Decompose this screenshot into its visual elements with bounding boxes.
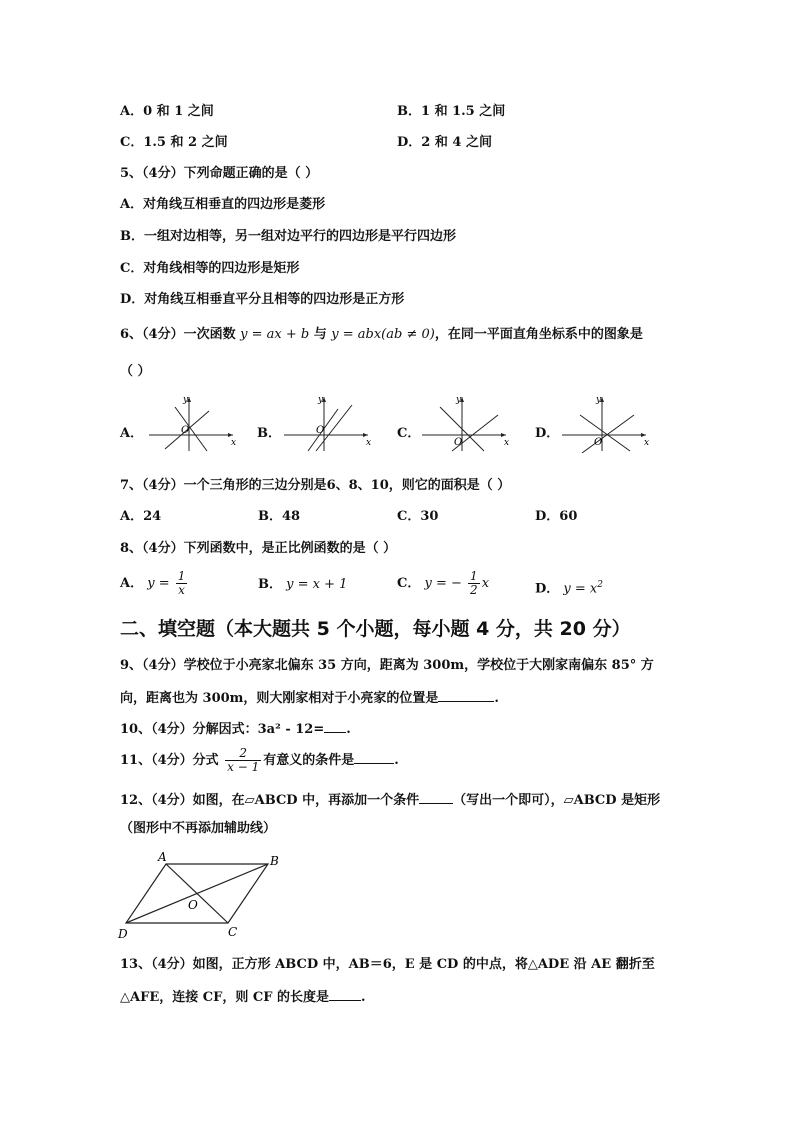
q6-b-x-label: x: [366, 438, 372, 448]
q6-c-y-label: y: [456, 395, 462, 405]
q8-option-a: A． y = $\frac{1}{x}$: [120, 569, 186, 597]
q6-option-d-label: D．: [535, 426, 560, 441]
q12-answer-blank[interactable]: [419, 790, 453, 804]
q12-line-1: 12、（4分）如图，在▱ABCD 中，再添加一个条件 （写出一个即可），▱ABCD 是矩形: [120, 790, 660, 810]
q12-label-b: B: [270, 854, 279, 868]
q8-option-d: D． $y = x^2$: [535, 580, 603, 597]
q12-parallelogram-figure: [116, 848, 286, 943]
q11-line: 11、（4分）分式 $\frac{2}{x - 1}$ 有意义的条件是 .: [120, 746, 399, 774]
q6-option-a-label: A．: [120, 426, 144, 441]
q6-graph-c: [418, 393, 518, 453]
q10-answer-blank[interactable]: [324, 719, 346, 733]
q10-line: 10、（4分）分解因式：3a² - 12= .: [120, 719, 351, 739]
q6-option-c-label: C．: [397, 426, 421, 441]
q12-label-o: O: [188, 898, 198, 912]
q5-option-d: D．对角线互相垂直平分且相等的四边形是正方形: [120, 292, 405, 307]
q6-c-x-label: x: [504, 438, 510, 448]
q6-graph-b: [280, 393, 380, 453]
q6-formula-1: y = ax + b: [240, 327, 310, 342]
q6-d-y-label: y: [596, 395, 602, 405]
q8-stem: 8、（4分）下列函数中，是正比例函数的是（ ）: [120, 541, 397, 556]
q8-option-b: B． y = x + 1: [258, 577, 348, 592]
q5-option-c: C．对角线相等的四边形是矩形: [120, 261, 300, 276]
q6-a-x-label: x: [231, 438, 237, 448]
q4-option-a: A．0 和 1 之间: [120, 104, 214, 119]
q7-stem: 7、（4分）一个三角形的三边分别是6、8、10，则它的面积是（ ）: [120, 478, 511, 493]
section-heading: 二、填空题（本大题共 5 个小题，每小题 4 分，共 20 分）: [120, 618, 631, 640]
q6-a-origin-label: O: [181, 425, 190, 436]
q9-line-1: 9、（4分）学校位于小亮家北偏东 35 方向，距离为 300m，学校位于大刚家南偏东 85° 方: [120, 658, 654, 673]
q6-formula-2: y = abx(ab ≠ 0): [331, 327, 435, 342]
q12-label-c: C: [228, 925, 238, 939]
q4-option-b: B．1 和 1.5 之间: [397, 104, 506, 119]
q6-c-origin-label: O: [454, 437, 463, 448]
q6-stem: 6、（4分）一次函数 y = ax + b 与 y = abx(ab ≠ 0)，在同一平面直角坐标系中的图象是: [120, 327, 643, 342]
q13-answer-blank[interactable]: [329, 987, 361, 1001]
q4-option-d: D．2 和 4 之间: [397, 135, 492, 150]
q7-option-b: B．48: [258, 509, 301, 524]
q5-stem: 5、（4分）下列命题正确的是（ ）: [120, 166, 319, 181]
q6-graph-a: [145, 393, 245, 453]
q12-label-d: D: [118, 927, 128, 941]
q5-option-b: B．一组对边相等，另一组对边平行的四边形是平行四边形: [120, 229, 456, 244]
q6-option-b-label: B．: [257, 426, 281, 441]
q12-label-a: A: [158, 850, 167, 864]
q5-option-a: A．对角线互相垂直的四边形是菱形: [120, 197, 326, 212]
q11-answer-blank[interactable]: [354, 750, 394, 764]
q8-option-c: C． y = − $\frac{1}{2}$ x: [397, 569, 490, 597]
q6-graph-d: [558, 393, 658, 453]
q6-paren: （ ）: [120, 364, 151, 379]
q6-b-y-label: y: [318, 395, 324, 405]
q7-option-a: A．24: [120, 509, 162, 524]
q7-option-d: D．60: [535, 509, 578, 524]
q13-line-1: 13、（4分）如图，正方形 ABCD 中，AB＝6，E 是 CD 的中点，将△ADE 沿 AE 翻折至: [120, 957, 655, 972]
q6-b-origin-label: O: [316, 425, 325, 436]
q12-line-2: （图形中不再添加辅助线）: [120, 821, 277, 836]
q9-line-2: 向，距离也为 300m，则大刚家相对于小亮家的位置是 .: [120, 688, 499, 708]
q6-d-x-label: x: [644, 438, 650, 448]
q9-answer-blank[interactable]: [438, 688, 494, 702]
q6-a-y-label: y: [183, 395, 189, 405]
q4-option-c: C．1.5 和 2 之间: [120, 135, 228, 150]
q6-d-origin-label: O: [594, 437, 603, 448]
q13-line-2: △AFE，连接 CF，则 CF 的长度是 .: [120, 987, 365, 1007]
q7-option-c: C．30: [397, 509, 439, 524]
